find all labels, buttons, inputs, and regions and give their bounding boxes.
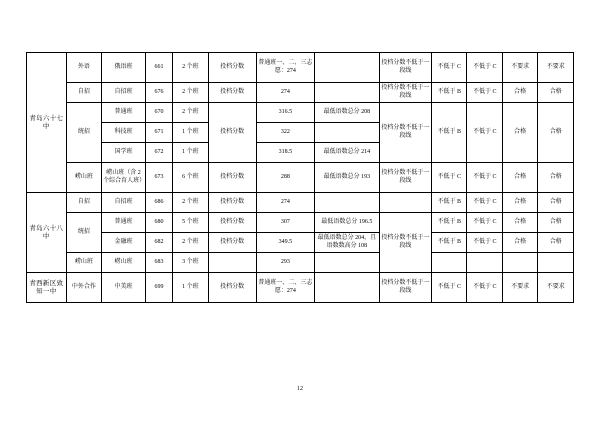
- cell-class: 自招班: [102, 193, 146, 213]
- cell-plan: 2 个班: [173, 83, 208, 103]
- admission-table-container: [26, 52, 574, 303]
- cell-grade-1: 不低于 B: [431, 83, 466, 103]
- cell-type: 中外合作: [66, 273, 101, 303]
- cell-note: [315, 53, 380, 83]
- cell-grade-1: 不低于 C: [431, 273, 466, 303]
- cell-score: 307: [256, 213, 314, 233]
- cell-grade-1: 不低于 B: [431, 103, 466, 163]
- cell-grade-2: 不低于 C: [467, 273, 502, 303]
- cell-note: [315, 83, 380, 103]
- cell-grade-2: 不低于 C: [467, 53, 502, 83]
- cell-school: 青西新区致知一中: [27, 273, 67, 303]
- cell-score: 349.5: [256, 233, 314, 253]
- cell-grade-1: 不低于 B: [431, 233, 466, 253]
- cell-grade-4: 不要求: [538, 53, 574, 83]
- cell-plan: 1 个班: [173, 273, 208, 303]
- cell-grade-2: [467, 253, 502, 273]
- cell-type: 崂山班: [66, 253, 101, 273]
- cell-class: 崂山班（含 2 个综合育人班）: [102, 163, 146, 193]
- cell-code: 682: [145, 233, 172, 253]
- cell-plan: 3 个班: [173, 253, 208, 273]
- table-row: [27, 163, 574, 193]
- cell-score: 普通班一、二、三志愿：274: [256, 53, 314, 83]
- cell-requirement: 投档分数不低于一段线: [379, 103, 431, 163]
- cell-grade-3: 不要求: [502, 273, 537, 303]
- cell-code: 686: [145, 193, 172, 213]
- cell-mode: 投档分数: [208, 103, 256, 163]
- cell-grade-1: 不低于 B: [431, 193, 466, 213]
- cell-note: [315, 123, 380, 143]
- cell-class: 科技班: [102, 123, 146, 143]
- cell-note: 最低语数总分 214: [315, 143, 380, 163]
- cell-grade-1: 不低于 C: [431, 163, 466, 193]
- cell-plan: 2 个班: [173, 233, 208, 253]
- admission-table: [26, 52, 574, 303]
- cell-plan: 2 个班: [173, 193, 208, 213]
- cell-type: 自招: [66, 193, 101, 213]
- cell-grade-1: 不低于 B: [431, 213, 466, 233]
- cell-type: 自招: [66, 83, 101, 103]
- cell-code: 676: [145, 83, 172, 103]
- cell-note: 最低语数总分 196.5: [315, 213, 380, 233]
- page-number: 12: [297, 386, 303, 392]
- cell-note: 最低语数总分 208: [315, 103, 380, 123]
- cell-class: 自招班: [102, 83, 146, 103]
- cell-score: 318.5: [256, 143, 314, 163]
- cell-grade-4: 不要求: [538, 273, 574, 303]
- cell-score: 293: [256, 253, 314, 273]
- table-row: [27, 83, 574, 103]
- cell-mode: 投档分数: [208, 213, 256, 233]
- cell-type: 统招: [66, 213, 101, 253]
- table-row: [27, 53, 574, 83]
- cell-requirement: 投档分数不低于一段线: [379, 53, 431, 83]
- cell-grade-2: 不低于 C: [467, 83, 502, 103]
- cell-grade-3: 合格: [502, 83, 537, 103]
- cell-score: 普通班一、二、三志愿：274: [256, 273, 314, 303]
- cell-mode: 投档分数: [208, 83, 256, 103]
- cell-grade-3: 合格: [502, 213, 537, 233]
- cell-grade-4: 合格: [538, 233, 574, 253]
- table-row: [27, 273, 574, 303]
- cell-mode: 投档分数: [208, 163, 256, 193]
- cell-grade-4: 合格: [538, 213, 574, 233]
- cell-plan: 2 个班: [173, 103, 208, 123]
- cell-grade-3: 不要求: [502, 53, 537, 83]
- cell-score: 288: [256, 163, 314, 193]
- cell-note: 最低语数总分 204，且语数数高分 108: [315, 233, 380, 253]
- cell-requirement: 投档分数不低于一段线: [379, 163, 431, 193]
- cell-plan: 1 个班: [173, 123, 208, 143]
- cell-class: 金融班: [102, 233, 146, 253]
- cell-school: 青岛六十七中: [27, 53, 67, 193]
- cell-type: 崂山班: [66, 163, 101, 193]
- cell-grade-4: [538, 253, 574, 273]
- cell-type: 外语: [66, 53, 101, 83]
- cell-grade-2: 不低于 C: [467, 193, 502, 213]
- cell-type: 统招: [66, 103, 101, 163]
- table-row: [27, 253, 574, 273]
- cell-code: 672: [145, 143, 172, 163]
- cell-plan: 2 个班: [173, 53, 208, 83]
- cell-score: 274: [256, 83, 314, 103]
- cell-code: 699: [145, 273, 172, 303]
- cell-note: [315, 253, 380, 273]
- table-row: [27, 233, 574, 253]
- cell-score: 316.5: [256, 103, 314, 123]
- cell-class: 普通班: [102, 103, 146, 123]
- cell-class: 普通班: [102, 213, 146, 233]
- cell-note: [315, 273, 380, 303]
- cell-grade-3: [502, 253, 537, 273]
- cell-score: 322: [256, 123, 314, 143]
- cell-score: 274: [256, 193, 314, 213]
- cell-code: 671: [145, 123, 172, 143]
- cell-class: 崂山班: [102, 253, 146, 273]
- cell-plan: 5 个班: [173, 213, 208, 233]
- cell-requirement: 投档分数不低于一段线: [379, 213, 431, 273]
- cell-code: 661: [145, 53, 172, 83]
- cell-school: 青岛六十八中: [27, 193, 67, 273]
- cell-mode: [208, 253, 256, 273]
- cell-grade-4: 合格: [538, 163, 574, 193]
- cell-mode: 投档分数: [208, 273, 256, 303]
- cell-note: 最低语数总分 193: [315, 163, 380, 193]
- cell-mode: 投档分数: [208, 233, 256, 253]
- cell-class: 国学班: [102, 143, 146, 163]
- cell-grade-3: 合格: [502, 233, 537, 253]
- table-row: [27, 213, 574, 233]
- cell-grade-1: [431, 253, 466, 273]
- cell-grade-2: 不低于 C: [467, 233, 502, 253]
- cell-mode: 投档分数: [208, 53, 256, 83]
- cell-code: 673: [145, 163, 172, 193]
- cell-class: 中美班: [102, 273, 146, 303]
- cell-note: [315, 193, 380, 213]
- cell-grade-3: 合格: [502, 103, 537, 163]
- cell-mode: 投档分数: [208, 193, 256, 213]
- table-row: [27, 103, 574, 123]
- table-row: [27, 193, 574, 213]
- cell-grade-2: 不低于 C: [467, 213, 502, 233]
- cell-requirement: 投档分数不低于一段线: [379, 273, 431, 303]
- cell-grade-2: 不低于 C: [467, 103, 502, 163]
- cell-grade-1: 不低于 C: [431, 53, 466, 83]
- cell-plan: 1 个班: [173, 143, 208, 163]
- cell-grade-4: 合格: [538, 83, 574, 103]
- cell-requirement: [379, 193, 431, 213]
- cell-requirement: 投档分数不低于一段线: [379, 83, 431, 103]
- cell-code: 683: [145, 253, 172, 273]
- cell-plan: 6 个班: [173, 163, 208, 193]
- cell-grade-3: 合格: [502, 193, 537, 213]
- cell-grade-4: 合格: [538, 193, 574, 213]
- cell-class: 俄语班: [102, 53, 146, 83]
- cell-grade-2: 不低于 C: [467, 163, 502, 193]
- cell-code: 670: [145, 103, 172, 123]
- cell-grade-4: 合格: [538, 103, 574, 163]
- cell-code: 680: [145, 213, 172, 233]
- cell-grade-3: 合格: [502, 163, 537, 193]
